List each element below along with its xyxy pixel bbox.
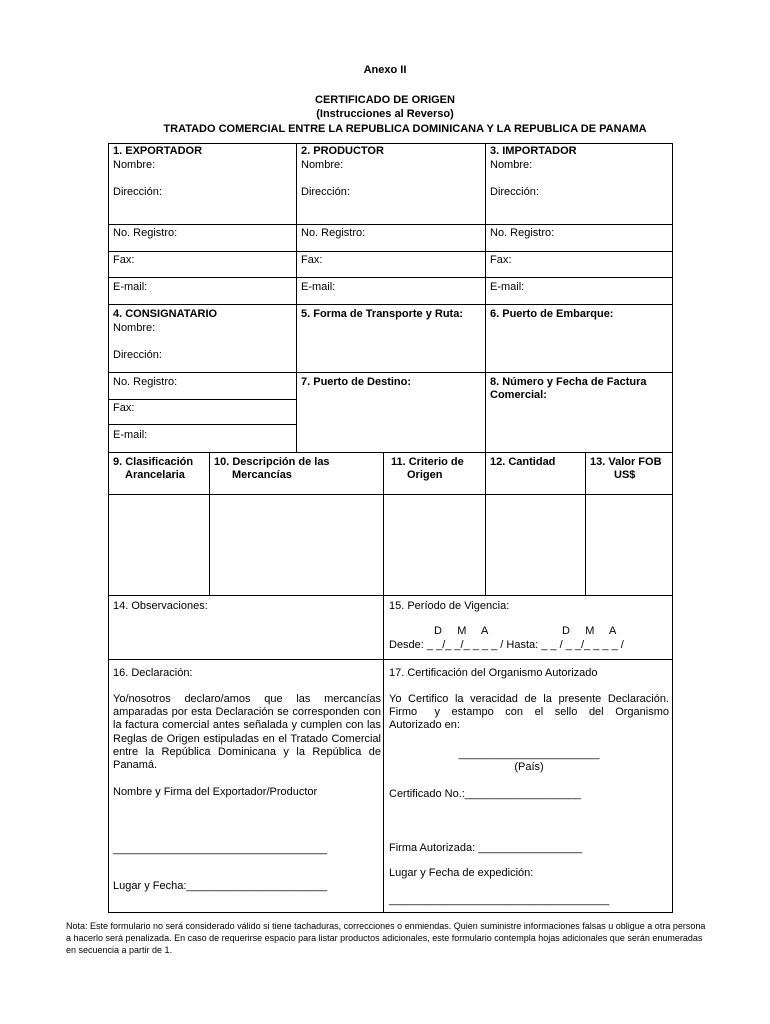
importer-box <box>485 143 673 225</box>
consignee-address-field[interactable]: Dirección: <box>113 349 162 361</box>
treaty-title: TRATADO COMERCIAL ENTRE LA REPUBLICA DOMINICANA Y LA REPUBLICA DE PANAMA <box>163 123 647 135</box>
authorized-signature-field[interactable]: Firma Autorizada: _________________ <box>389 842 583 854</box>
declaration-box <box>108 659 384 913</box>
validity-label: 15. Período de Vigencia: <box>389 600 510 612</box>
c13-line2: US$ <box>614 469 636 481</box>
importer-email-field[interactable] <box>485 277 673 305</box>
c10-line1: 10. Descripción de las <box>214 456 330 468</box>
certification-label: 17. Certificación del Organismo Autorizado <box>389 667 598 679</box>
importer-registry-label: No. Registro: <box>490 227 555 239</box>
quantity-field[interactable] <box>485 494 586 596</box>
producer-fax-label: Fax: <box>301 254 323 266</box>
exporter-email-field[interactable] <box>108 277 297 305</box>
validity-dma-to: D M A <box>562 625 617 637</box>
certificate-number-field[interactable]: Certificado No.:___________________ <box>389 788 582 800</box>
c13-line1: 13. Valor FOB <box>590 456 662 468</box>
consignee-name-field[interactable]: Nombre: <box>113 322 156 334</box>
c11-line2: Origen <box>407 469 443 481</box>
commercial-invoice-field[interactable] <box>485 372 673 453</box>
c11-line1: 11. Criterio de <box>391 456 464 468</box>
issue-place-date-label: Lugar y Fecha de expedición: <box>389 867 534 879</box>
importer-title: 3. IMPORTADOR <box>490 145 577 157</box>
port-of-destination-field[interactable] <box>296 372 486 453</box>
producer-email-label: E-mail: <box>301 281 336 293</box>
tariff-classification-field[interactable] <box>108 494 210 596</box>
observations-field[interactable] <box>108 595 384 660</box>
port-of-shipment-label: 6. Puerto de Embarque: <box>490 308 614 320</box>
consignee-fax-field[interactable] <box>108 399 297 425</box>
producer-address-field[interactable]: Dirección: <box>301 186 350 198</box>
observations-label: 14. Observaciones: <box>113 600 208 612</box>
footer-note: Nota: Este formulario no será considerado válido si tiene tachaduras, correcciones o enmiendas. Quien suministre informaciones falsas u obligue a otra persona a hacerlo será penalizada. En caso de requerirse espacio para listar productos adicionales, este formulario contempla hojas adicionales que serán enumeradas en secuencia a partir de 1. <box>66 921 706 955</box>
exporter-title: 1. EXPORTADOR <box>113 145 203 157</box>
importer-fax-label: Fax: <box>490 254 512 266</box>
origin-criterion-field[interactable] <box>383 494 486 596</box>
importer-registry-field[interactable] <box>485 224 673 252</box>
importer-name-field[interactable]: Nombre: <box>490 159 533 171</box>
declaration-label: 16. Declaración: <box>113 667 193 679</box>
producer-title: 2. PRODUCTOR <box>301 145 384 157</box>
tariff-classification-header <box>108 452 210 495</box>
consignee-fax-label: Fax: <box>113 402 135 414</box>
exporter-address-field[interactable]: Dirección: <box>113 186 162 198</box>
certification-text: Yo Certifico la veracidad de la presente Declaración. Firmo y estampo con el sello del Organismo Autorizado en: <box>389 693 673 732</box>
producer-registry-label: No. Registro: <box>301 227 366 239</box>
producer-fax-field[interactable] <box>296 251 486 278</box>
exporter-registry-label: No. Registro: <box>113 227 178 239</box>
consignee-box <box>108 304 297 373</box>
declaration-text: Yo/nosotros declaro/amos que las mercancías amparadas por esta Declaración se corresponden con la factura comercial antes señalada y cumplen con las Reglas de Origen estipuladas en el Tratado Comercial entre la República Dominicana y la República de Panamá. <box>113 693 381 772</box>
exporter-signature-line[interactable]: ___________________________________ <box>113 843 328 855</box>
invoice-label-line1: 8. Número y Fecha de Factura <box>490 376 647 388</box>
consignee-email-label: E-mail: <box>113 429 148 441</box>
consignee-title: 4. CONSIGNATARIO <box>113 308 218 320</box>
transport-route-field[interactable] <box>296 304 486 373</box>
c9-line2: Arancelaria <box>125 469 185 481</box>
transport-route-label: 5. Forma de Transporte y Ruta: <box>301 308 463 320</box>
importer-email-label: E-mail: <box>490 281 525 293</box>
quantity-header <box>485 452 586 495</box>
exporter-fax-label: Fax: <box>113 254 135 266</box>
exporter-box <box>108 143 297 225</box>
validity-period-box <box>383 595 673 660</box>
producer-email-field[interactable] <box>296 277 486 305</box>
exporter-signature-label: Nombre y Firma del Exportador/Productor <box>113 786 318 798</box>
exporter-registry-field[interactable] <box>108 224 297 252</box>
validity-date-range-field[interactable]: Desde: _ _/_ _/_ _ _ _ / Hasta: _ _ / _ _/_ _ _ _ / <box>389 639 624 651</box>
annex-label: Anexo II <box>363 64 407 76</box>
importer-address-field[interactable]: Dirección: <box>490 186 539 198</box>
exporter-email-label: E-mail: <box>113 281 148 293</box>
fob-value-header <box>585 452 673 495</box>
producer-box <box>296 143 486 225</box>
port-of-destination-label: 7. Puerto de Destino: <box>301 376 412 388</box>
country-line[interactable]: _______________________ <box>458 748 600 760</box>
origin-criterion-header <box>383 452 486 495</box>
certification-box <box>383 659 673 913</box>
consignee-registry-label: No. Registro: <box>113 376 178 388</box>
importer-fax-field[interactable] <box>485 251 673 278</box>
goods-description-field[interactable] <box>209 494 384 596</box>
c9-line1: 9. Clasificación <box>113 456 194 468</box>
exporter-fax-field[interactable] <box>108 251 297 278</box>
c10-line2: Mercancías <box>232 469 292 481</box>
document-subtitle: (Instrucciones al Reverso) <box>316 108 454 120</box>
exporter-name-field[interactable]: Nombre: <box>113 159 156 171</box>
fob-value-field[interactable] <box>585 494 673 596</box>
goods-description-header <box>209 452 384 495</box>
invoice-label-line2: Comercial: <box>490 389 547 401</box>
port-of-shipment-field[interactable] <box>485 304 673 373</box>
consignee-registry-field[interactable] <box>108 372 297 400</box>
issue-place-date-line[interactable]: ____________________________________ <box>389 894 610 906</box>
consignee-email-field[interactable] <box>108 424 297 453</box>
declaration-place-date-field[interactable]: Lugar y Fecha:_______________________ <box>113 880 328 892</box>
c12-label: 12. Cantidad <box>490 456 556 468</box>
document-title: CERTIFICADO DE ORIGEN <box>315 94 455 106</box>
validity-dma-from: D M A <box>434 625 489 637</box>
producer-registry-field[interactable] <box>296 224 486 252</box>
producer-name-field[interactable]: Nombre: <box>301 159 344 171</box>
country-label: (País) <box>514 761 544 773</box>
